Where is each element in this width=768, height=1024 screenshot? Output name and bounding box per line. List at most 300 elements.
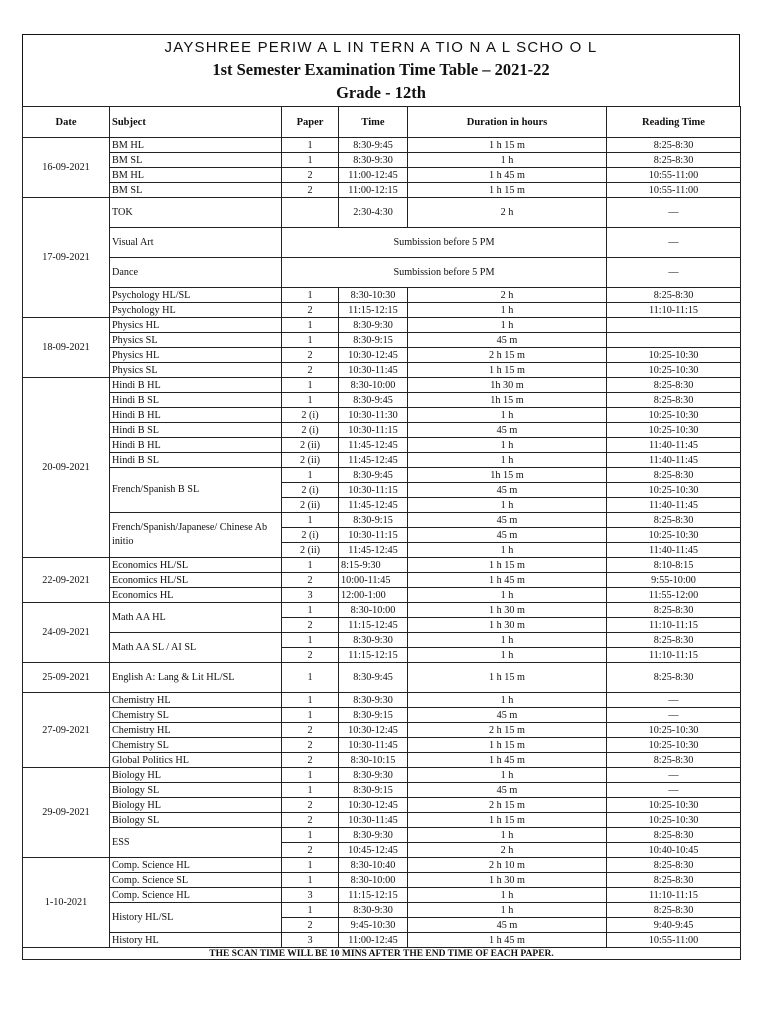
duration-cell: 1 h xyxy=(408,633,607,648)
subject-cell: Comp. Science HL xyxy=(110,888,282,903)
duration-cell: 1 h 45 m xyxy=(408,168,607,183)
reading-time-cell: 8:25-8:30 xyxy=(607,753,741,768)
table-row xyxy=(23,438,741,453)
timetable-title: 1st Semester Examination Time Table – 2021-22 xyxy=(212,60,550,79)
duration-cell: 2 h xyxy=(408,288,607,303)
col-subject: Subject xyxy=(110,107,282,138)
paper-cell: 2 xyxy=(282,168,339,183)
paper-cell: 1 xyxy=(282,333,339,348)
time-cell: 10:00-11:45 xyxy=(339,573,408,588)
subject-cell: BM SL xyxy=(110,153,282,168)
paper-cell: 2 xyxy=(282,348,339,363)
table-row xyxy=(23,828,741,843)
time-cell: 8:30-9:30 xyxy=(339,318,408,333)
paper-cell: 2 xyxy=(282,738,339,753)
table-row xyxy=(23,303,741,318)
subject-cell: Hindi B SL xyxy=(110,393,282,408)
subject-cell: Dance xyxy=(110,258,282,288)
subject-cell: Math AA SL / AI SL xyxy=(110,633,282,663)
paper-cell: 1 xyxy=(282,603,339,618)
reading-time-cell: 10:25-10:30 xyxy=(607,363,741,378)
time-cell: 10:30-11:45 xyxy=(339,363,408,378)
subject-cell: Chemistry SL xyxy=(110,708,282,723)
grade-label: Grade - 12th xyxy=(336,83,426,102)
time-cell: 8:30-9:45 xyxy=(339,138,408,153)
table-row xyxy=(23,693,741,708)
time-cell: 8:30-9:15 xyxy=(339,513,408,528)
subject-cell: Psychology HL/SL xyxy=(110,288,282,303)
paper-cell: 2 xyxy=(282,918,339,933)
subject-cell: Biology SL xyxy=(110,783,282,798)
reading-time-cell: — xyxy=(607,258,741,288)
reading-time-cell: 10:40-10:45 xyxy=(607,843,741,858)
reading-time-cell: 8:25-8:30 xyxy=(607,858,741,873)
paper-cell: 1 xyxy=(282,873,339,888)
date-cell: 17-09-2021 xyxy=(23,198,110,318)
subject-cell: Hindi B HL xyxy=(110,378,282,393)
table-row xyxy=(23,858,741,873)
reading-time-cell: 8:25-8:30 xyxy=(607,468,741,483)
col-duration: Duration in hours xyxy=(408,107,607,138)
reading-time-cell: 9:55-10:00 xyxy=(607,573,741,588)
table-row xyxy=(23,798,741,813)
subject-cell: Math AA HL xyxy=(110,603,282,633)
time-cell: 11:45-12:45 xyxy=(339,453,408,468)
table-row xyxy=(23,288,741,303)
subject-cell: BM SL xyxy=(110,183,282,198)
header-block xyxy=(22,34,740,106)
duration-cell: 45 m xyxy=(408,918,607,933)
table-row xyxy=(23,168,741,183)
paper-cell: 1 xyxy=(282,513,339,528)
time-cell: 11:15-12:15 xyxy=(339,303,408,318)
submission-note: Sumbission before 5 PM xyxy=(282,258,607,288)
subject-cell: Hindi B SL xyxy=(110,453,282,468)
table-row xyxy=(23,333,741,348)
time-cell: 8:30-10:00 xyxy=(339,378,408,393)
table-row xyxy=(23,753,741,768)
table-row xyxy=(23,378,741,393)
subject-cell: Chemistry HL xyxy=(110,693,282,708)
duration-cell: 45 m xyxy=(408,708,607,723)
reading-time-cell: 11:10-11:15 xyxy=(607,618,741,633)
duration-cell: 2 h 15 m xyxy=(408,798,607,813)
reading-time-cell: 8:25-8:30 xyxy=(607,873,741,888)
scan-time-note: THE SCAN TIME WILL BE 10 MINS AFTER THE END TIME OF EACH PAPER. xyxy=(23,948,741,960)
paper-cell: 1 xyxy=(282,903,339,918)
footer-row xyxy=(23,948,741,960)
time-cell: 11:00-12:45 xyxy=(339,933,408,948)
time-cell: 8:30-10:40 xyxy=(339,858,408,873)
timetable-body xyxy=(23,138,741,948)
reading-time-cell: 10:25-10:30 xyxy=(607,738,741,753)
subject-cell: History HL xyxy=(110,933,282,948)
time-cell: 8:30-9:30 xyxy=(339,693,408,708)
time-cell: 8:30-9:30 xyxy=(339,633,408,648)
subject-cell: BM HL xyxy=(110,138,282,153)
duration-cell: 2 h xyxy=(408,198,607,228)
duration-cell: 45 m xyxy=(408,483,607,498)
date-cell: 29-09-2021 xyxy=(23,768,110,858)
date-cell: 18-09-2021 xyxy=(23,318,110,378)
paper-cell: 2 (i) xyxy=(282,408,339,423)
subject-cell: History HL/SL xyxy=(110,903,282,933)
duration-cell: 1 h xyxy=(408,408,607,423)
duration-cell: 2 h 15 m xyxy=(408,723,607,738)
reading-time-cell: 8:25-8:30 xyxy=(607,828,741,843)
duration-cell: 1 h xyxy=(408,903,607,918)
table-row xyxy=(23,663,741,693)
time-cell: 10:30-12:45 xyxy=(339,723,408,738)
duration-cell: 45 m xyxy=(408,783,607,798)
table-row xyxy=(23,453,741,468)
subject-cell: Psychology HL xyxy=(110,303,282,318)
reading-time-cell: 8:25-8:30 xyxy=(607,903,741,918)
col-date: Date xyxy=(23,107,110,138)
paper-cell: 2 (i) xyxy=(282,528,339,543)
subject-cell: Hindi B SL xyxy=(110,423,282,438)
duration-cell: 1 h xyxy=(408,153,607,168)
time-cell: 8:30-9:30 xyxy=(339,768,408,783)
col-time: Time xyxy=(339,107,408,138)
subject-cell: Economics HL xyxy=(110,588,282,603)
duration-cell: 1 h xyxy=(408,303,607,318)
duration-cell: 1 h xyxy=(408,768,607,783)
paper-cell: 1 xyxy=(282,468,339,483)
subject-cell: French/Spanish B SL xyxy=(110,468,282,513)
time-cell: 8:30-9:15 xyxy=(339,783,408,798)
subject-cell: Biology HL xyxy=(110,798,282,813)
header-row xyxy=(23,107,741,138)
subject-cell: Biology HL xyxy=(110,768,282,783)
time-cell: 8:30-9:15 xyxy=(339,333,408,348)
table-row xyxy=(23,408,741,423)
date-cell: 27-09-2021 xyxy=(23,693,110,768)
duration-cell: 1 h 15 m xyxy=(408,183,607,198)
time-cell: 12:00-1:00 xyxy=(339,588,408,603)
time-cell: 8:30-9:30 xyxy=(339,828,408,843)
date-cell: 24-09-2021 xyxy=(23,603,110,663)
time-cell: 11:00-12:45 xyxy=(339,168,408,183)
table-row xyxy=(23,513,741,528)
duration-cell: 1 h 30 m xyxy=(408,873,607,888)
date-cell: 22-09-2021 xyxy=(23,558,110,603)
duration-cell: 1h 30 m xyxy=(408,378,607,393)
table-row xyxy=(23,783,741,798)
reading-time-cell: 11:40-11:45 xyxy=(607,438,741,453)
time-cell: 11:15-12:45 xyxy=(339,618,408,633)
submission-note: Sumbission before 5 PM xyxy=(282,228,607,258)
reading-time-cell: 8:25-8:30 xyxy=(607,378,741,393)
paper-cell: 1 xyxy=(282,663,339,693)
reading-time-cell: 8:25-8:30 xyxy=(607,633,741,648)
col-paper: Paper xyxy=(282,107,339,138)
reading-time-cell xyxy=(607,318,741,333)
paper-cell: 1 xyxy=(282,693,339,708)
subject-cell: English A: Lang & Lit HL/SL xyxy=(110,663,282,693)
reading-time-cell: 8:25-8:30 xyxy=(607,153,741,168)
duration-cell: 1 h xyxy=(408,888,607,903)
paper-cell: 2 (i) xyxy=(282,483,339,498)
time-cell: 8:30-9:45 xyxy=(339,393,408,408)
duration-cell: 1 h 15 m xyxy=(408,558,607,573)
time-cell: 10:30-11:15 xyxy=(339,483,408,498)
table-row xyxy=(23,873,741,888)
reading-time-cell: 10:55-11:00 xyxy=(607,183,741,198)
duration-cell: 45 m xyxy=(408,333,607,348)
paper-cell: 2 xyxy=(282,723,339,738)
duration-cell: 1 h xyxy=(408,648,607,663)
reading-time-cell: 10:25-10:30 xyxy=(607,798,741,813)
subject-cell: Physics SL xyxy=(110,333,282,348)
reading-time-cell: 11:10-11:15 xyxy=(607,303,741,318)
timetable-table xyxy=(22,106,741,960)
paper-cell: 2 xyxy=(282,183,339,198)
reading-time-cell: — xyxy=(607,198,741,228)
time-cell: 10:30-11:15 xyxy=(339,423,408,438)
reading-time-cell: 8:25-8:30 xyxy=(607,513,741,528)
time-cell: 10:45-12:45 xyxy=(339,843,408,858)
table-row xyxy=(23,183,741,198)
date-cell: 25-09-2021 xyxy=(23,663,110,693)
time-cell: 8:30-10:00 xyxy=(339,873,408,888)
paper-cell: 1 xyxy=(282,768,339,783)
subject-cell: French/Spanish/Japanese/ Chinese Ab initio xyxy=(110,513,282,558)
paper-cell: 1 xyxy=(282,783,339,798)
time-cell: 8:30-10:15 xyxy=(339,753,408,768)
subject-cell: Hindi B HL xyxy=(110,408,282,423)
reading-time-cell: 10:55-11:00 xyxy=(607,933,741,948)
subject-cell: Economics HL/SL xyxy=(110,573,282,588)
reading-time-cell: 11:55-12:00 xyxy=(607,588,741,603)
table-row xyxy=(23,138,741,153)
table-row xyxy=(23,933,741,948)
paper-cell: 3 xyxy=(282,933,339,948)
reading-time-cell: 8:25-8:30 xyxy=(607,138,741,153)
subject-cell: Biology SL xyxy=(110,813,282,828)
paper-cell: 1 xyxy=(282,858,339,873)
time-cell: 8:30-9:45 xyxy=(339,663,408,693)
reading-time-cell: 8:25-8:30 xyxy=(607,393,741,408)
table-row xyxy=(23,768,741,783)
paper-cell: 2 xyxy=(282,813,339,828)
subject-cell: Chemistry SL xyxy=(110,738,282,753)
reading-time-cell: 8:10-8:15 xyxy=(607,558,741,573)
reading-time-cell: 10:25-10:30 xyxy=(607,483,741,498)
duration-cell: 2 h xyxy=(408,843,607,858)
reading-time-cell: 10:25-10:30 xyxy=(607,423,741,438)
duration-cell: 1 h 45 m xyxy=(408,753,607,768)
table-row xyxy=(23,558,741,573)
paper-cell: 2 (ii) xyxy=(282,498,339,513)
table-row xyxy=(23,708,741,723)
duration-cell: 1h 15 m xyxy=(408,468,607,483)
table-row xyxy=(23,723,741,738)
table-row xyxy=(23,423,741,438)
time-cell: 11:45-12:45 xyxy=(339,498,408,513)
time-cell: 8:30-9:30 xyxy=(339,153,408,168)
table-row xyxy=(23,393,741,408)
date-cell: 20-09-2021 xyxy=(23,378,110,558)
time-cell: 11:15-12:15 xyxy=(339,648,408,663)
subject-cell: Visual Art xyxy=(110,228,282,258)
duration-cell: 1 h 45 m xyxy=(408,933,607,948)
time-cell: 11:00-12:15 xyxy=(339,183,408,198)
duration-cell: 45 m xyxy=(408,423,607,438)
duration-cell: 1 h xyxy=(408,453,607,468)
duration-cell: 45 m xyxy=(408,528,607,543)
time-cell: 8:30-10:30 xyxy=(339,288,408,303)
table-row xyxy=(23,633,741,648)
time-cell: 11:45-12:45 xyxy=(339,438,408,453)
paper-cell: 2 xyxy=(282,363,339,378)
paper-cell: 3 xyxy=(282,588,339,603)
duration-cell: 1 h 45 m xyxy=(408,573,607,588)
reading-time-cell: 11:40-11:45 xyxy=(607,498,741,513)
subject-cell: TOK xyxy=(110,198,282,228)
subject-cell: Physics HL xyxy=(110,318,282,333)
duration-cell: 1 h 15 m xyxy=(408,813,607,828)
reading-time-cell: 8:25-8:30 xyxy=(607,663,741,693)
reading-time-cell: 11:40-11:45 xyxy=(607,453,741,468)
paper-cell xyxy=(282,198,339,228)
subject-cell: BM HL xyxy=(110,168,282,183)
subject-cell: Economics HL/SL xyxy=(110,558,282,573)
duration-cell: 1 h 15 m xyxy=(408,138,607,153)
time-cell: 8:30-9:30 xyxy=(339,903,408,918)
school-name: JAYSHREE PERIW A L IN TERN A TIO N A L SCHO O L xyxy=(164,39,598,56)
table-row xyxy=(23,318,741,333)
duration-cell: 2 h 10 m xyxy=(408,858,607,873)
subject-cell: Physics SL xyxy=(110,363,282,378)
reading-time-cell: — xyxy=(607,708,741,723)
subject-cell: Comp. Science SL xyxy=(110,873,282,888)
time-cell: 10:30-11:45 xyxy=(339,738,408,753)
paper-cell: 1 xyxy=(282,318,339,333)
table-row xyxy=(23,348,741,363)
reading-time-cell: — xyxy=(607,768,741,783)
table-row xyxy=(23,153,741,168)
table-row xyxy=(23,573,741,588)
table-row xyxy=(23,468,741,483)
reading-time-cell: — xyxy=(607,228,741,258)
duration-cell: 1 h xyxy=(408,693,607,708)
duration-cell: 1 h 15 m xyxy=(408,738,607,753)
reading-time-cell: 11:10-11:15 xyxy=(607,888,741,903)
paper-cell: 1 xyxy=(282,393,339,408)
reading-time-cell: 10:25-10:30 xyxy=(607,723,741,738)
time-cell: 11:45-12:45 xyxy=(339,543,408,558)
duration-cell: 1 h xyxy=(408,438,607,453)
table-row xyxy=(23,363,741,378)
paper-cell: 2 xyxy=(282,753,339,768)
duration-cell: 1 h xyxy=(408,543,607,558)
subject-cell: Hindi B HL xyxy=(110,438,282,453)
reading-time-cell: 10:25-10:30 xyxy=(607,528,741,543)
paper-cell: 1 xyxy=(282,633,339,648)
table-row xyxy=(23,903,741,918)
paper-cell: 2 xyxy=(282,303,339,318)
duration-cell: 1 h 30 m xyxy=(408,618,607,633)
paper-cell: 2 xyxy=(282,618,339,633)
time-cell: 10:30-11:30 xyxy=(339,408,408,423)
paper-cell: 2 (ii) xyxy=(282,453,339,468)
duration-cell: 1 h xyxy=(408,498,607,513)
duration-cell: 1 h 30 m xyxy=(408,603,607,618)
reading-time-cell: 10:25-10:30 xyxy=(607,408,741,423)
reading-time-cell: — xyxy=(607,693,741,708)
duration-cell: 1 h 15 m xyxy=(408,363,607,378)
reading-time-cell: 8:25-8:30 xyxy=(607,603,741,618)
subject-cell: ESS xyxy=(110,828,282,858)
paper-cell: 1 xyxy=(282,378,339,393)
paper-cell: 1 xyxy=(282,708,339,723)
time-cell: 8:30-9:45 xyxy=(339,468,408,483)
reading-time-cell: 10:25-10:30 xyxy=(607,813,741,828)
table-row xyxy=(23,888,741,903)
paper-cell: 3 xyxy=(282,888,339,903)
duration-cell: 1 h 15 m xyxy=(408,663,607,693)
table-row xyxy=(23,603,741,618)
duration-cell: 1h 15 m xyxy=(408,393,607,408)
time-cell: 10:30-12:45 xyxy=(339,798,408,813)
reading-time-cell: — xyxy=(607,783,741,798)
duration-cell: 1 h xyxy=(408,318,607,333)
paper-cell: 1 xyxy=(282,138,339,153)
subject-cell: Physics HL xyxy=(110,348,282,363)
table-row xyxy=(23,228,741,258)
table-row xyxy=(23,738,741,753)
subject-cell: Global Politics HL xyxy=(110,753,282,768)
time-cell: 8:15-9:30 xyxy=(339,558,408,573)
reading-time-cell: 11:10-11:15 xyxy=(607,648,741,663)
reading-time-cell xyxy=(607,333,741,348)
time-cell: 2:30-4:30 xyxy=(339,198,408,228)
paper-cell: 2 xyxy=(282,648,339,663)
col-reading-time: Reading Time xyxy=(607,107,741,138)
paper-cell: 2 xyxy=(282,798,339,813)
timetable-sheet xyxy=(22,34,740,960)
table-row xyxy=(23,813,741,828)
paper-cell: 2 (i) xyxy=(282,423,339,438)
time-cell: 10:30-11:45 xyxy=(339,813,408,828)
reading-time-cell: 8:25-8:30 xyxy=(607,288,741,303)
paper-cell: 1 xyxy=(282,153,339,168)
time-cell: 10:30-12:45 xyxy=(339,348,408,363)
reading-time-cell: 11:40-11:45 xyxy=(607,543,741,558)
duration-cell: 2 h 15 m xyxy=(408,348,607,363)
paper-cell: 2 xyxy=(282,573,339,588)
date-cell: 1-10-2021 xyxy=(23,858,110,948)
subject-cell: Comp. Science HL xyxy=(110,858,282,873)
paper-cell: 1 xyxy=(282,828,339,843)
table-row xyxy=(23,198,741,228)
paper-cell: 1 xyxy=(282,288,339,303)
reading-time-cell: 10:55-11:00 xyxy=(607,168,741,183)
table-row xyxy=(23,258,741,288)
duration-cell: 45 m xyxy=(408,513,607,528)
duration-cell: 1 h xyxy=(408,828,607,843)
duration-cell: 1 h xyxy=(408,588,607,603)
paper-cell: 2 (ii) xyxy=(282,543,339,558)
paper-cell: 1 xyxy=(282,558,339,573)
time-cell: 8:30-9:15 xyxy=(339,708,408,723)
reading-time-cell: 10:25-10:30 xyxy=(607,348,741,363)
time-cell: 11:15-12:15 xyxy=(339,888,408,903)
date-cell: 16-09-2021 xyxy=(23,138,110,198)
time-cell: 8:30-10:00 xyxy=(339,603,408,618)
subject-cell: Chemistry HL xyxy=(110,723,282,738)
